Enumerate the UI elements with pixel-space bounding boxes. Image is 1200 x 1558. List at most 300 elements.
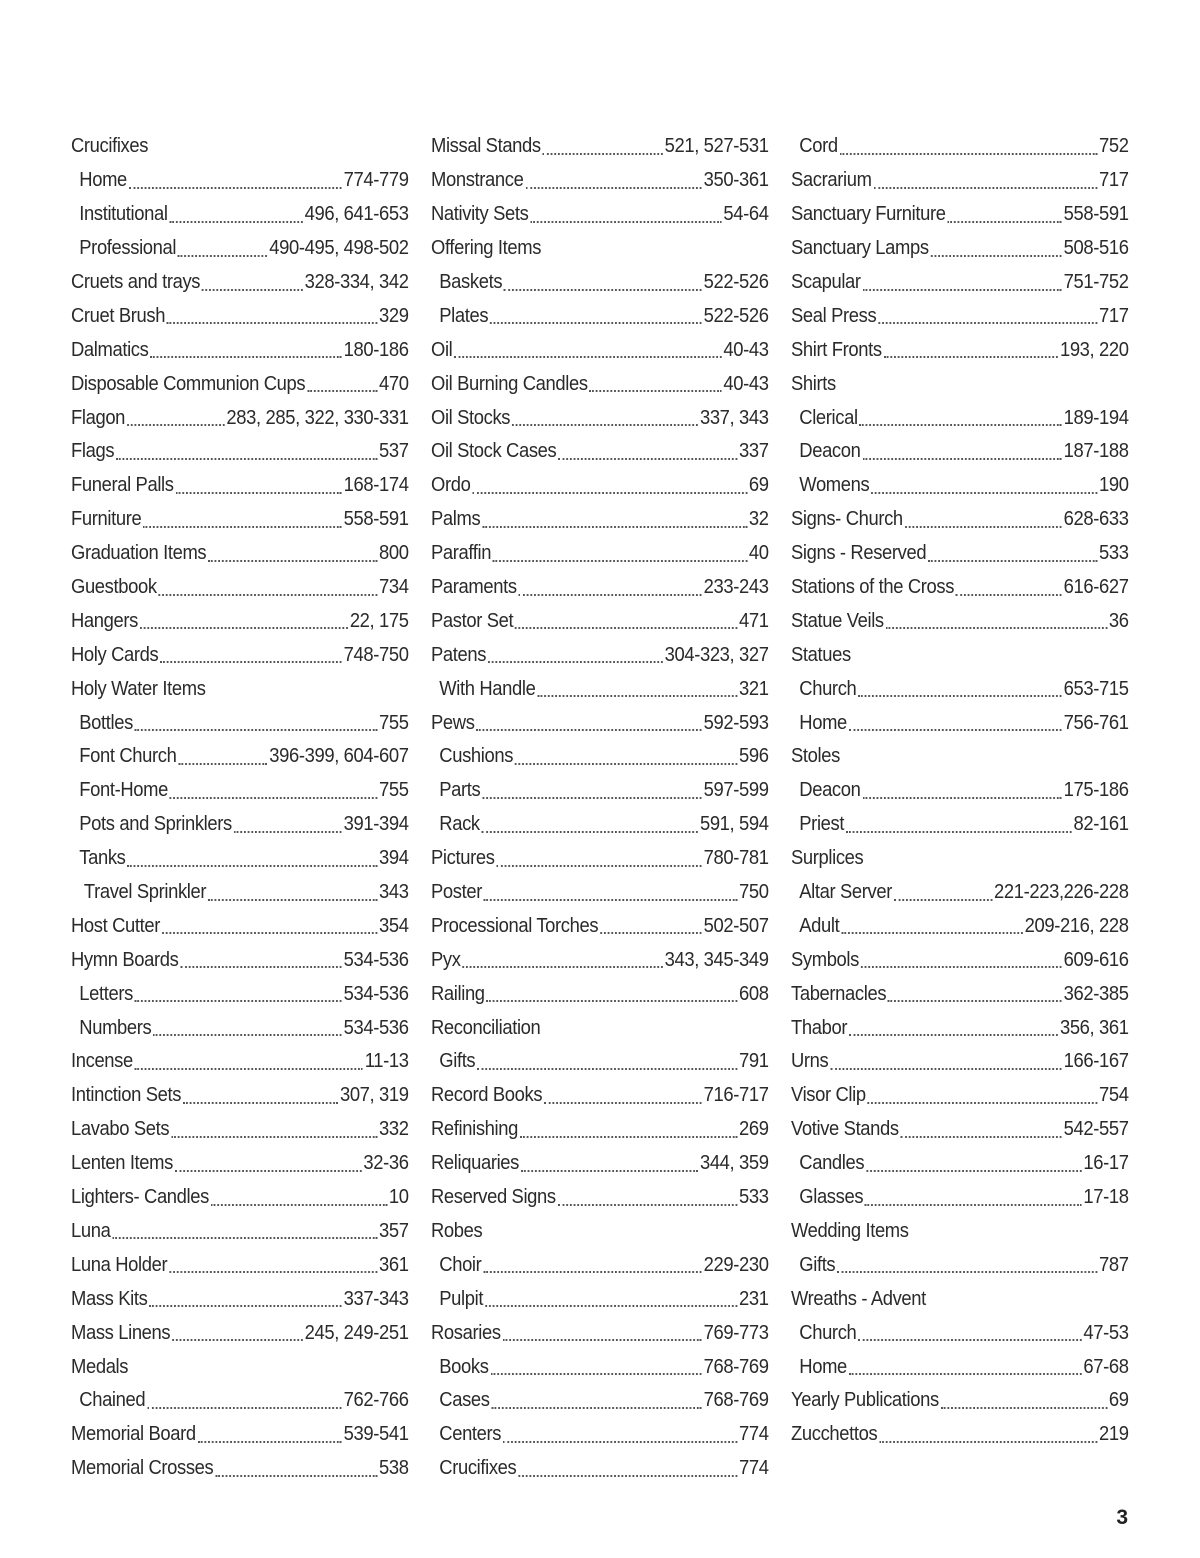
index-term: Graduation Items [71, 542, 207, 565]
index-term: Oil Stock Cases [431, 440, 557, 463]
index-term: Pews [431, 711, 475, 734]
dot-leader [941, 1387, 1107, 1409]
index-heading [431, 1215, 769, 1249]
index-term: Stoles [791, 745, 840, 768]
dot-leader [846, 811, 1072, 833]
dot-leader [112, 1217, 377, 1239]
index-pages: 332 [379, 1118, 409, 1141]
index-pages: 616-627 [1063, 576, 1129, 599]
index-entry [791, 774, 1129, 808]
dot-leader [928, 540, 1097, 562]
index-pages: 754 [1099, 1084, 1129, 1107]
dot-leader [858, 675, 1062, 697]
index-entry [431, 299, 769, 333]
index-pages: 502-507 [703, 914, 769, 937]
index-term: Stations of the Cross [791, 576, 955, 599]
index-pages: 245, 249-251 [304, 1321, 409, 1344]
index-heading [791, 1215, 1129, 1249]
index-entry [431, 638, 769, 672]
index-term: Cord [799, 135, 838, 158]
index-pages: 787 [1099, 1253, 1129, 1276]
index-entry [431, 977, 769, 1011]
dot-leader [543, 133, 663, 155]
dot-leader [871, 472, 1097, 494]
dot-leader [127, 845, 377, 867]
index-entry [791, 706, 1129, 740]
dot-leader [482, 811, 699, 833]
index-entry [791, 266, 1129, 300]
index-heading [791, 638, 1129, 672]
dot-leader [860, 404, 1062, 426]
index-pages: 329 [379, 304, 409, 327]
dot-leader [153, 1014, 342, 1036]
index-term: Mass Kits [71, 1287, 148, 1310]
index-entry [791, 571, 1129, 605]
index-term: Baskets [439, 271, 503, 293]
index-pages: 755 [379, 711, 409, 734]
index-entry [791, 435, 1129, 469]
index-pages: 533 [739, 1186, 769, 1209]
index-term: Professional [79, 237, 177, 260]
index-entry [431, 1316, 769, 1350]
index-term: Rosaries [431, 1321, 501, 1344]
index-entry [431, 503, 769, 537]
index-term: Surplices [791, 847, 864, 870]
index-entry [791, 604, 1129, 638]
dot-leader [175, 1150, 362, 1172]
index-term: Rack [439, 813, 480, 836]
index-term: Pyx [431, 948, 461, 971]
index-entry [431, 706, 769, 740]
index-entry [71, 1316, 409, 1350]
index-pages: 522-526 [703, 304, 769, 327]
dot-leader [490, 302, 702, 324]
index-pages: 762-766 [343, 1389, 409, 1412]
dot-leader [861, 946, 1062, 968]
index-term: Shirt Fronts [791, 338, 882, 361]
index-term: Railing [431, 982, 485, 1005]
index-pages: 40-43 [723, 338, 769, 361]
index-heading [791, 842, 1129, 876]
index-entry [791, 1384, 1129, 1418]
dot-leader [512, 404, 698, 426]
index-entry [431, 198, 769, 232]
index-term: Parts [439, 779, 481, 802]
index-entry [431, 943, 769, 977]
index-heading [431, 232, 769, 266]
dot-leader [905, 506, 1062, 528]
index-pages: 229-230 [703, 1253, 769, 1276]
index-pages: 534-536 [343, 1016, 409, 1039]
index-term: Mass Linens [71, 1321, 171, 1344]
index-pages: 32 [748, 508, 769, 531]
dot-leader [600, 912, 702, 934]
index-entry [431, 1045, 769, 1079]
index-term: Oil [431, 338, 453, 361]
index-heading [71, 672, 409, 706]
index-term: Palms [431, 508, 481, 531]
dot-leader [482, 777, 702, 799]
index-term: Lavabo Sets [71, 1118, 170, 1141]
dot-leader [862, 438, 1061, 460]
index-entry [791, 1181, 1129, 1215]
index-term: Flagon [71, 406, 126, 429]
index-entry [71, 1282, 409, 1316]
dot-leader [841, 912, 1023, 934]
index-pages: 231 [739, 1287, 769, 1310]
index-term: Disposable Communion Cups [71, 372, 306, 395]
index-entry [431, 740, 769, 774]
dot-leader [956, 574, 1062, 596]
index-pages: 354 [379, 914, 409, 937]
index-term: Crucifixes [439, 1457, 517, 1480]
index-entry [431, 1147, 769, 1181]
dot-leader [490, 1353, 701, 1375]
index-term: Books [439, 1355, 489, 1378]
index-pages: 233-243 [703, 576, 769, 599]
index-term: Choir [439, 1253, 482, 1276]
index-term: Reconciliation [431, 1016, 541, 1039]
index-pages: 521, 527-531 [664, 135, 769, 158]
dot-leader [127, 404, 225, 426]
index-term: Altar Server [799, 881, 893, 904]
index-entry [71, 774, 409, 808]
index-entry [791, 1248, 1129, 1282]
index-pages: 628-633 [1063, 508, 1129, 531]
index-entry [791, 130, 1129, 164]
index-pages: 343, 345-349 [664, 948, 769, 971]
index-entry [71, 1181, 409, 1215]
index-pages: 221-223,226-228 [993, 881, 1129, 904]
index-entry [791, 909, 1129, 943]
index-term: Priest [799, 813, 845, 836]
index-entry [71, 638, 409, 672]
index-pages: 755 [379, 779, 409, 802]
index-pages: 470 [379, 372, 409, 395]
index-entry [431, 876, 769, 910]
index-heading [791, 740, 1129, 774]
index-entry [71, 198, 409, 232]
index-pages: 800 [379, 542, 409, 565]
dot-leader [931, 235, 1062, 257]
dot-leader [129, 167, 342, 189]
index-entry [791, 1316, 1129, 1350]
index-entry [431, 1079, 769, 1113]
index-pages: 597-599 [703, 779, 769, 802]
index-entry [431, 1282, 769, 1316]
dot-leader [178, 743, 267, 765]
index-entry [71, 842, 409, 876]
index-pages: 752 [1099, 135, 1129, 158]
dot-leader [135, 709, 377, 731]
dot-leader [849, 709, 1062, 731]
index-term: Church [799, 677, 857, 700]
index-term: Wreaths - Advent [791, 1287, 926, 1310]
page-number: 3 [1116, 1506, 1128, 1529]
index-term: Luna Holder [71, 1253, 168, 1276]
index-term: Centers [439, 1423, 502, 1446]
index-entry [431, 672, 769, 706]
index-term: Oil Stocks [431, 406, 511, 429]
dot-leader [183, 1082, 338, 1104]
index-entry [791, 333, 1129, 367]
index-term: Host Cutter [71, 914, 161, 937]
dot-leader [476, 709, 701, 731]
dot-leader [472, 472, 747, 494]
index-term: Nativity Sets [431, 203, 529, 226]
dot-leader [180, 946, 342, 968]
index-pages: 269 [739, 1118, 769, 1141]
index-term: Statues [791, 643, 851, 666]
index-pages: 32-36 [363, 1152, 409, 1175]
index-term: Font-Home [79, 779, 169, 802]
index-entry [791, 1079, 1129, 1113]
dot-leader [150, 336, 342, 358]
index-pages: 471 [739, 609, 769, 632]
index-pages: 391-394 [343, 813, 409, 836]
dot-leader [454, 336, 721, 358]
index-term: Paraffin [431, 542, 492, 565]
index-term: Sanctuary Lamps [791, 237, 929, 260]
index-term: Shirts [791, 372, 836, 395]
index-term: Pots and Sprinklers [79, 813, 232, 836]
index-pages: 82-161 [1073, 813, 1129, 836]
index-pages: 717 [1099, 304, 1129, 327]
index-term: Ordo [431, 474, 471, 497]
index-column-2 [431, 130, 769, 1486]
dot-leader [879, 1421, 1097, 1443]
index-term: Glasses [799, 1186, 864, 1209]
index-term: Reliquaries [431, 1152, 520, 1175]
index-entry [791, 1418, 1129, 1452]
index-entry [71, 435, 409, 469]
index-term: Luna [71, 1219, 111, 1242]
index-pages: 538 [379, 1457, 409, 1480]
dot-leader [488, 641, 663, 663]
index-pages: 11-13 [364, 1050, 409, 1073]
index-pages: 774-779 [343, 169, 409, 192]
index-entry [431, 435, 769, 469]
dot-leader [866, 1150, 1082, 1172]
index-entry [431, 808, 769, 842]
index-pages: 591, 594 [699, 813, 769, 836]
dot-leader [116, 438, 377, 460]
index-term: Seal Press [791, 304, 877, 327]
index-term: Letters [79, 982, 133, 1005]
dot-leader [886, 607, 1107, 629]
dot-leader [234, 811, 342, 833]
index-pages: 768-769 [703, 1355, 769, 1378]
index-entry [71, 401, 409, 435]
index-pages: 166-167 [1063, 1050, 1129, 1073]
dot-leader [160, 641, 342, 663]
index-term: Holy Water Items [71, 677, 206, 700]
index-entry [71, 1384, 409, 1418]
dot-leader [135, 1048, 363, 1070]
index-term: Deacon [799, 440, 861, 463]
index-entry [791, 943, 1129, 977]
dot-leader [485, 1285, 737, 1307]
index-pages: 522-526 [703, 271, 769, 293]
index-entry [71, 740, 409, 774]
index-term: Home [79, 169, 127, 192]
index-term: Statue Veils [791, 609, 884, 632]
dot-leader [520, 1116, 737, 1138]
index-entry [71, 1113, 409, 1147]
index-heading [71, 130, 409, 164]
dot-leader [858, 1319, 1081, 1341]
dot-leader [171, 1116, 377, 1138]
index-pages: 756-761 [1063, 711, 1129, 734]
dot-leader [901, 1116, 1062, 1138]
index-term: Reserved Signs [431, 1186, 556, 1209]
index-pages: 219 [1099, 1423, 1129, 1446]
index-entry [791, 469, 1129, 503]
index-pages: 394 [379, 847, 409, 870]
index-entry [71, 706, 409, 740]
dot-leader [865, 1184, 1082, 1206]
index-entry [791, 503, 1129, 537]
index-pages: 508-516 [1063, 237, 1129, 260]
index-pages: 774 [739, 1423, 769, 1446]
index-term: Hymn Boards [71, 948, 179, 971]
index-term: Wedding Items [791, 1219, 909, 1242]
index-entry [71, 469, 409, 503]
index-pages: 362-385 [1063, 982, 1129, 1005]
index-pages: 189-194 [1063, 406, 1129, 429]
index-term: Flags [71, 440, 115, 463]
index-pages: 10 [388, 1186, 409, 1209]
index-term: Womens [799, 474, 870, 497]
index-term: Church [799, 1321, 857, 1344]
dot-leader [518, 1455, 737, 1477]
dot-leader [515, 743, 737, 765]
dot-leader [493, 540, 747, 562]
index-term: Urns [791, 1050, 829, 1073]
dot-leader [167, 302, 377, 324]
index-term: Pulpit [439, 1287, 484, 1310]
index-entry [431, 1181, 769, 1215]
index-pages: 734 [379, 576, 409, 599]
dot-leader [491, 1387, 701, 1409]
index-pages: 357 [379, 1219, 409, 1242]
dot-leader [147, 1387, 342, 1409]
index-term: Monstrance [431, 169, 524, 192]
dot-leader [215, 1455, 377, 1477]
index-entry [431, 401, 769, 435]
index-pages: 36 [1108, 609, 1129, 632]
index-entry [431, 266, 769, 300]
index-entry [431, 1350, 769, 1384]
index-pages: 337-343 [343, 1287, 409, 1310]
index-pages: 717 [1099, 169, 1129, 192]
index-entry [71, 164, 409, 198]
index-pages: 193, 220 [1059, 338, 1129, 361]
index-term: Scapular [791, 271, 861, 293]
index-pages: 209-216, 228 [1024, 914, 1129, 937]
index-term: Adult [799, 914, 840, 937]
index-entry [71, 909, 409, 943]
index-pages: 791 [739, 1050, 769, 1073]
index-pages: 653-715 [1063, 677, 1129, 700]
index-pages: 175-186 [1063, 779, 1129, 802]
index-term: Bottles [79, 711, 133, 734]
index-term: Crucifixes [71, 135, 149, 158]
dot-leader [169, 201, 302, 223]
index-entry [71, 808, 409, 842]
index-pages: 774 [739, 1457, 769, 1480]
index-entry [71, 503, 409, 537]
dot-leader [878, 302, 1097, 324]
dot-leader [159, 574, 378, 596]
index-pages: 592-593 [703, 711, 769, 734]
dot-leader [175, 472, 341, 494]
index-term: Deacon [799, 779, 861, 802]
index-entry [71, 1079, 409, 1113]
dot-leader [863, 269, 1062, 291]
index-entry [71, 977, 409, 1011]
index-term: Visor Clip [791, 1084, 866, 1107]
index-pages: 67-68 [1083, 1355, 1129, 1378]
index-pages: 69 [1108, 1389, 1129, 1412]
index-term: Pictures [431, 847, 495, 870]
dot-leader [198, 1421, 342, 1443]
index-pages: 769-773 [703, 1321, 769, 1344]
dot-leader [947, 201, 1061, 223]
index-term: Symbols [791, 948, 859, 971]
index-term: Yearly Publications [791, 1389, 939, 1412]
index-pages: 361 [379, 1253, 409, 1276]
index-entry [791, 299, 1129, 333]
index-entry [431, 909, 769, 943]
dot-leader [149, 1285, 342, 1307]
index-entry [431, 537, 769, 571]
dot-leader [530, 201, 721, 223]
index-pages: 40-43 [723, 372, 769, 395]
index-pages: 534-536 [343, 948, 409, 971]
index-term: Missal Stands [431, 135, 541, 158]
index-entry [431, 571, 769, 605]
index-entry [431, 367, 769, 401]
index-term: Refinishing [431, 1118, 518, 1141]
dot-leader [558, 1184, 738, 1206]
index-pages: 533 [1099, 542, 1129, 565]
index-term: Furniture [71, 508, 142, 531]
index-term: Signs - Reserved [791, 542, 927, 565]
dot-leader [837, 1251, 1097, 1273]
dot-leader [169, 1251, 377, 1273]
dot-leader [544, 1082, 702, 1104]
dot-leader [558, 438, 737, 460]
index-term: Intinction Sets [71, 1084, 182, 1107]
index-term: Numbers [79, 1016, 152, 1039]
index-term: Institutional [79, 203, 168, 226]
index-term: Oil Burning Candles [431, 372, 588, 395]
index-pages: 180-186 [343, 338, 409, 361]
dot-leader [307, 370, 377, 392]
index-pages: 17-18 [1083, 1186, 1129, 1209]
index-term: Guestbook [71, 576, 157, 599]
index-entry [71, 299, 409, 333]
index-pages: 283, 285, 322, 330-331 [226, 406, 409, 429]
index-entry [791, 1147, 1129, 1181]
index-entry [431, 1248, 769, 1282]
dot-leader [503, 1421, 737, 1443]
index-term: Poster [431, 881, 482, 904]
index-term: Pastor Set [431, 609, 514, 632]
index-term: Tanks [79, 847, 126, 870]
index-entry [431, 604, 769, 638]
